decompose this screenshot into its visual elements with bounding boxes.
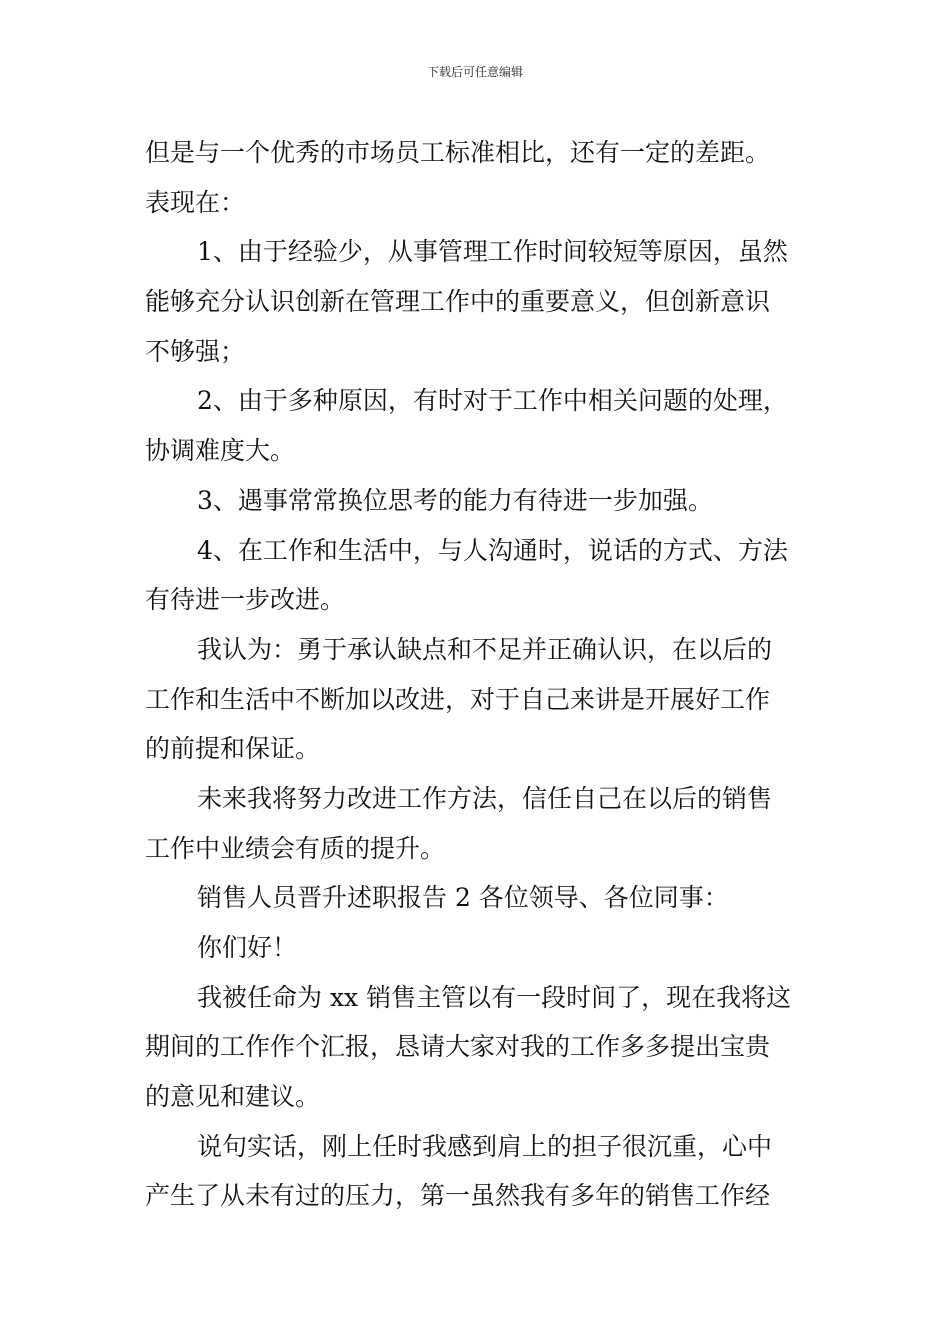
body-line: 说句实话，刚上任时我感到肩上的担子很沉重，心中	[197, 1131, 773, 1161]
body-line: 有待进一步改进。	[145, 585, 346, 615]
body-line: 表现在：	[145, 187, 246, 217]
body-line: 不够强；	[145, 336, 246, 366]
body-line: 能够充分认识创新在管理工作中的重要意义，但创新意识	[145, 287, 771, 317]
body-line: 我被任命为 xx 销售主管以有一段时间了，现在我将这	[197, 982, 792, 1012]
body-line: 1、由于经验少，从事管理工作时间较短等原因，虽然	[197, 237, 788, 267]
body-line: 你们好！	[197, 933, 298, 962]
page-header: 下载后可任意编辑	[426, 65, 523, 79]
body-line: 销售人员晋升述职报告 2 各位领导、各位同事：	[197, 883, 729, 913]
document-body	[145, 128, 810, 1221]
body-line: 协调难度大。	[145, 436, 296, 466]
body-line: 但是与一个优秀的市场员工标准相比，还有一定的差距。	[145, 138, 771, 167]
body-line: 我认为：勇于承认缺点和不足并正确认识，在以后的	[197, 634, 773, 664]
body-line: 的前提和保证。	[145, 734, 321, 764]
body-line: 未来我将努力改进工作方法，信任自己在以后的销售	[197, 783, 773, 813]
body-line: 工作中业绩会有质的提升。	[145, 833, 446, 863]
body-line: 2、由于多种原因，有时对于工作中相关问题的处理，	[197, 386, 788, 416]
body-line: 3、遇事常常换位思考的能力有待进一步加强。	[197, 485, 713, 515]
body-line: 工作和生活中不断加以改进，对于自己来讲是开展好工作	[145, 684, 771, 714]
body-line: 产生了从未有过的压力，第一虽然我有多年的销售工作经	[145, 1181, 771, 1211]
body-line: 期间的工作作个汇报，恳请大家对我的工作多多提出宝贵	[145, 1032, 771, 1062]
body-line: 的意见和建议。	[145, 1082, 321, 1112]
body-line: 4、在工作和生活中，与人沟通时，说话的方式、方法	[197, 535, 788, 565]
